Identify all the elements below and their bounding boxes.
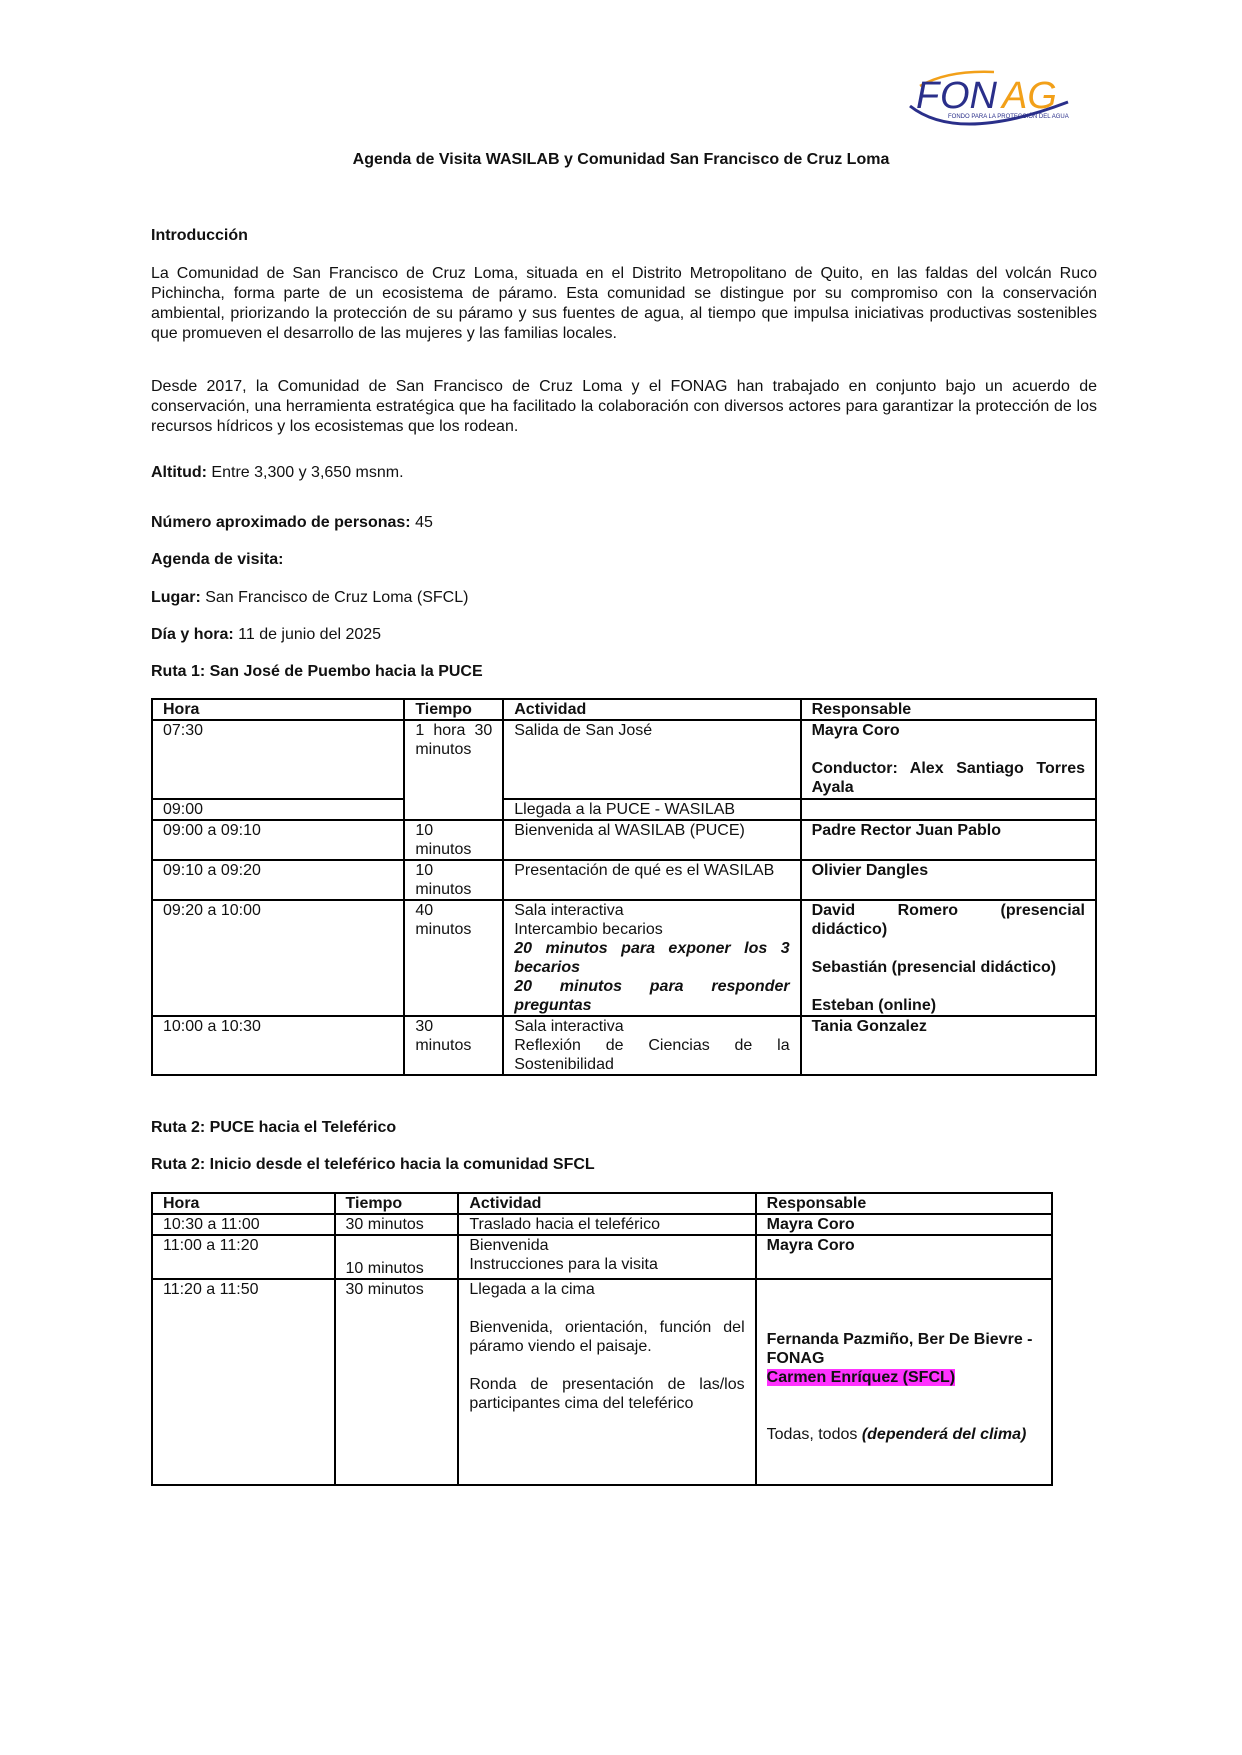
- cell-tiempo: 10 minutos: [404, 820, 503, 860]
- cell-responsable: [801, 799, 1096, 820]
- table-row: [152, 1235, 1052, 1279]
- actividad-line: Reflexión de Ciencias de la Sostenibilidad: [514, 1037, 790, 1073]
- col-actividad: Actividad: [503, 699, 800, 720]
- ruta2-heading-a: Ruta 2: PUCE hacia el Teleférico: [151, 1119, 397, 1136]
- personas-label: Número aproximado de personas:: [151, 514, 411, 531]
- cell-hora: 09:10 a 09:20: [152, 860, 404, 900]
- cell-responsable: [801, 900, 1096, 1016]
- ruta1-table: [151, 698, 1097, 1076]
- altitud-line: [151, 464, 404, 482]
- col-hora: Hora: [152, 699, 404, 720]
- cell-actividad: Presentación de qué es el WASILAB: [503, 860, 800, 900]
- svg-text:ON: ON: [940, 75, 997, 117]
- altitud-value: Entre 3,300 y 3,650 msnm.: [206, 464, 404, 481]
- actividad-line: Sala interactiva: [514, 1018, 624, 1035]
- table-header-row: [152, 699, 1096, 720]
- dia-label: Día y hora:: [151, 626, 234, 643]
- cell-actividad: Salida de San José: [503, 720, 800, 799]
- cell-tiempo: 30 minutos: [335, 1214, 459, 1235]
- cell-responsable: Padre Rector Juan Pablo: [801, 820, 1096, 860]
- altitud-label: Altitud:: [151, 464, 207, 481]
- cell-tiempo: [335, 1235, 459, 1279]
- cell-actividad: Bienvenida al WASILAB (PUCE): [503, 820, 800, 860]
- col-tiempo: Tiempo: [335, 1193, 459, 1214]
- fonag-logo: [898, 66, 1074, 138]
- cell-responsable: Tania Gonzalez: [801, 1016, 1096, 1075]
- cell-hora: 11:20 a 11:50: [152, 1279, 335, 1485]
- personas-line: [151, 514, 433, 532]
- ruta1-heading: Ruta 1: San José de Puembo hacia la PUCE: [151, 663, 483, 680]
- table-row: [152, 1279, 1052, 1485]
- col-responsable: Responsable: [756, 1193, 1052, 1214]
- tiempo-value: 10 minutos: [345, 1260, 424, 1277]
- cell-tiempo: 40 minutos: [404, 900, 503, 1016]
- col-tiempo: Tiempo: [404, 699, 503, 720]
- intro-heading: Introducción: [151, 227, 248, 244]
- responsable-name: Esteban (online): [811, 997, 937, 1014]
- actividad-line: 20 minutos para responder preguntas: [514, 978, 790, 1014]
- table-row: [152, 1016, 1096, 1075]
- lugar-line: [151, 589, 468, 607]
- dia-value: 11 de junio del 2025: [233, 626, 382, 643]
- cell-actividad: [503, 1016, 800, 1075]
- responsable-highlighted: Carmen Enríquez (SFCL): [766, 1369, 956, 1386]
- actividad-line: Ronda de presentación de las/los participantes cima del teleférico: [469, 1376, 745, 1412]
- cell-actividad: Traslado hacia el teleférico: [458, 1214, 755, 1235]
- cell-hora: 09:00 a 09:10: [152, 820, 404, 860]
- note-text: Todas, todos: [766, 1426, 862, 1443]
- table-row: [152, 860, 1096, 900]
- table-header-row: [152, 1193, 1052, 1214]
- lugar-value: San Francisco de Cruz Loma (SFCL): [200, 589, 469, 606]
- table-row: [152, 720, 1096, 799]
- cell-tiempo: 1 hora 30 minutos: [404, 720, 503, 820]
- table-row: [152, 1214, 1052, 1235]
- cell-actividad: Llegada a la PUCE - WASILAB: [503, 799, 800, 820]
- cell-hora: 11:00 a 11:20: [152, 1235, 335, 1279]
- cell-actividad: [458, 1235, 755, 1279]
- table-row: [152, 900, 1096, 1016]
- cell-responsable: [756, 1279, 1052, 1485]
- agenda-label: Agenda de visita:: [151, 551, 284, 568]
- actividad-line: Bienvenida: [469, 1237, 549, 1254]
- cell-actividad: [503, 900, 800, 1016]
- note-weather: (dependerá del clima): [861, 1426, 1027, 1443]
- ruta2-heading-b: Ruta 2: Inicio desde el teleférico hacia la comunidad SFCL: [151, 1156, 595, 1173]
- table-row: [152, 820, 1096, 860]
- responsable-name: David Romero (presencial didáctico): [811, 902, 1085, 938]
- cell-hora: 09:20 a 10:00: [152, 900, 404, 1016]
- cell-hora: 10:00 a 10:30: [152, 1016, 404, 1075]
- svg-text:F: F: [916, 75, 940, 117]
- cell-responsable: Mayra Coro: [756, 1235, 1052, 1279]
- agenda-line: [151, 551, 283, 569]
- intro-paragraph-1: La Comunidad de San Francisco de Cruz Loma, situada en el Distrito Metropolitano de Quito, en las faldas del volcán Ruco Pichincha, forma parte de un ecosistema de páramo. Esta comunidad se distingue por su compromiso con la conservación ambiental, priorizando la protección de su páramo y sus fuentes de agua, al tiempo que impulsa iniciativas productivas sostenibles que promueven el desarrollo de las mujeres y las familias locales.: [151, 265, 1097, 342]
- cell-tiempo: 30 minutos: [404, 1016, 503, 1075]
- actividad-line: Instrucciones para la visita: [469, 1256, 658, 1273]
- personas-value: 45: [410, 514, 433, 531]
- svg-text:FONDO PARA LA PROTECCIÓN DEL A: FONDO PARA LA PROTECCIÓN DEL AGUA: [948, 114, 1069, 120]
- responsable-name: Fernanda Pazmiño, Ber De Bievre - FONAG: [766, 1331, 1033, 1367]
- responsable-note: [767, 1425, 1041, 1444]
- responsable-name: Conductor: Alex Santiago Torres Ayala: [811, 760, 1085, 796]
- actividad-line: Intercambio becarios: [514, 921, 663, 938]
- document-title: Agenda de Visita WASILAB y Comunidad San Francisco de Cruz Loma: [352, 151, 890, 168]
- cell-hora: 07:30: [152, 720, 404, 799]
- col-responsable: Responsable: [801, 699, 1096, 720]
- cell-responsable: Olivier Dangles: [801, 860, 1096, 900]
- cell-actividad: [458, 1279, 755, 1485]
- cell-tiempo: 10 minutos: [404, 860, 503, 900]
- svg-text:AG: AG: [1002, 75, 1057, 117]
- col-actividad: Actividad: [458, 1193, 755, 1214]
- cell-responsable: Mayra Coro: [756, 1214, 1052, 1235]
- responsable-name: Sebastián (presencial didáctico): [811, 959, 1057, 976]
- responsable-name: Mayra Coro: [811, 722, 900, 739]
- cell-responsable: [801, 720, 1096, 799]
- dia-line: [151, 626, 381, 644]
- actividad-line: 20 minutos para exponer los 3 becarios: [514, 940, 790, 976]
- ruta2-table: [151, 1192, 1053, 1486]
- actividad-line: Llegada a la cima: [469, 1281, 595, 1298]
- intro-paragraph-2: Desde 2017, la Comunidad de San Francisco de Cruz Loma y el FONAG han trabajado en conjunto bajo un acuerdo de conservación, una herramienta estratégica que ha facilitado la colaboración con diversos actores para garantizar la protección de los recursos hídricos y los ecosistemas que los rodean.: [151, 378, 1097, 435]
- actividad-line: Bienvenida, orientación, función del páramo viendo el paisaje.: [469, 1319, 745, 1355]
- lugar-label: Lugar:: [151, 589, 201, 606]
- cell-tiempo: 30 minutos: [335, 1279, 459, 1485]
- actividad-line: Sala interactiva: [514, 902, 624, 919]
- cell-hora: 09:00: [152, 799, 404, 820]
- col-hora: Hora: [152, 1193, 335, 1214]
- table-row: [152, 799, 1096, 820]
- cell-hora: 10:30 a 11:00: [152, 1214, 335, 1235]
